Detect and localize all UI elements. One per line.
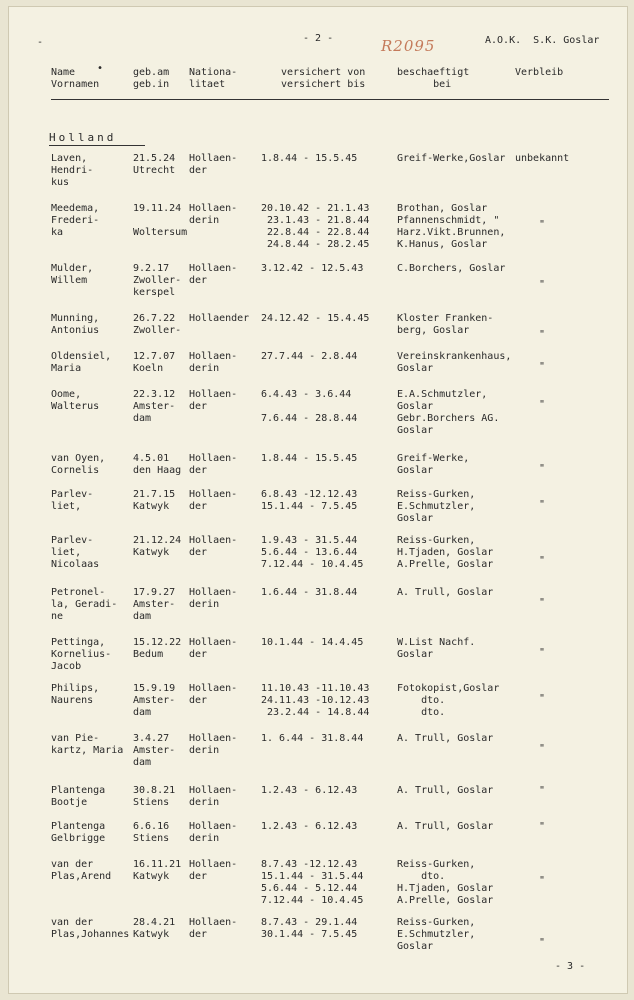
page-number: - 2 - xyxy=(303,33,334,44)
entry-whereabouts: " xyxy=(539,219,546,230)
entry-birth: 21.5.24 Utrecht xyxy=(133,153,176,176)
entry-employer: W.List Nachf. Goslar xyxy=(397,637,476,660)
entry-insured-period: 8.7.43 -12.12.43 15.1.44 - 31.5.44 5.6.44 - 5.12.44 7.12.44 - 10.4.45 xyxy=(261,859,364,906)
entry-nationality: Hollaen- derin xyxy=(189,351,238,374)
entry-nationality: Hollaender xyxy=(189,313,250,324)
section-underline xyxy=(49,145,145,146)
entry-insured-period: 1.8.44 - 15.5.45 xyxy=(261,153,358,164)
entry-insured-period: 1.2.43 - 6.12.43 xyxy=(261,821,358,832)
col-header-besch: beschaeftigt bei xyxy=(397,67,470,90)
entry-employer: A. Trull, Goslar xyxy=(397,821,494,832)
entry-whereabouts: " xyxy=(539,821,546,832)
entry-insured-period: 27.7.44 - 2.8.44 xyxy=(261,351,358,362)
entry-whereabouts: " xyxy=(539,329,546,340)
entry-insured-period: 3.12.42 - 12.5.43 xyxy=(261,263,364,274)
next-page-marker: - 3 - xyxy=(555,961,586,972)
col-header-vers: versichert von versichert bis xyxy=(281,67,366,90)
entry-birth: 3.4.27 Amster- dam xyxy=(133,733,176,768)
entry-nationality: Hollaen- der xyxy=(189,535,238,558)
col-header-geb: geb.am geb.in xyxy=(133,67,170,90)
header-dot: • xyxy=(97,63,104,74)
entry-name: Laven, Hendri- kus xyxy=(51,153,94,188)
margin-mark: - xyxy=(37,37,44,48)
entry-insured-period: 6.4.43 - 3.6.44 7.6.44 - 28.8.44 xyxy=(261,389,358,424)
entry-nationality: Hollaen- der xyxy=(189,153,238,176)
entry-insured-period: 1.8.44 - 15.5.45 xyxy=(261,453,358,464)
section-title: Holland xyxy=(49,131,117,144)
entry-name: Plantenga Gelbrigge xyxy=(51,821,106,844)
entry-birth: 17.9.27 Amster- dam xyxy=(133,587,176,622)
entry-whereabouts: " xyxy=(539,937,546,948)
entry-name: Oome, Walterus xyxy=(51,389,100,412)
col-header-verbleib: Verbleib xyxy=(515,67,564,78)
entry-name: Philips, Naurens xyxy=(51,683,100,706)
entry-insured-period: 11.10.43 -11.10.43 24.11.43 -10.12.43 23.2.44 - 14.8.44 xyxy=(261,683,370,718)
entry-nationality: Hollaen- derin xyxy=(189,785,238,808)
entry-name: Parlev- liet, xyxy=(51,489,94,512)
entry-name: Munning, Antonius xyxy=(51,313,100,336)
entry-birth: 21.7.15 Katwyk xyxy=(133,489,176,512)
entry-nationality: Hollaen- derin xyxy=(189,733,238,756)
entry-whereabouts: " xyxy=(539,785,546,796)
entry-name: Mulder, Willem xyxy=(51,263,94,286)
entry-name: Parlev- liet, Nicolaas xyxy=(51,535,100,570)
entry-whereabouts: unbekannt xyxy=(515,153,570,164)
entry-employer: Greif-Werke, Goslar xyxy=(397,453,470,476)
entry-insured-period: 1.2.43 - 6.12.43 xyxy=(261,785,358,796)
office-header: A.O.K. S.K. Goslar xyxy=(485,35,600,46)
entry-birth: 15.12.22 Bedum xyxy=(133,637,182,660)
entry-employer: Reiss-Gurken, E.Schmutzler, Goslar xyxy=(397,917,476,952)
entry-employer: C.Borchers, Goslar xyxy=(397,263,506,274)
entry-insured-period: 8.7.43 - 29.1.44 30.1.44 - 7.5.45 xyxy=(261,917,358,940)
entry-birth: 30.8.21 Stiens xyxy=(133,785,176,808)
entry-employer: E.A.Schmutzler, Goslar Gebr.Borchers AG. Goslar xyxy=(397,389,500,436)
entry-birth: 16.11.21 Katwyk xyxy=(133,859,182,882)
entry-insured-period: 24.12.42 - 15.4.45 xyxy=(261,313,370,324)
entry-birth: 21.12.24 Katwyk xyxy=(133,535,182,558)
entry-name: Petronel- la, Geradi- ne xyxy=(51,587,118,622)
entry-birth: 12.7.07 Koeln xyxy=(133,351,176,374)
document-page xyxy=(8,6,628,994)
entry-birth: 9.2.17 Zwoller- kerspel xyxy=(133,263,182,298)
entry-nationality: Hollaen- der xyxy=(189,637,238,660)
entry-birth: 28.4.21 Katwyk xyxy=(133,917,176,940)
entry-birth: 4.5.01 den Haag xyxy=(133,453,182,476)
entry-employer: Reiss-Gurken, H.Tjaden, Goslar A.Prelle, Goslar xyxy=(397,535,494,570)
entry-insured-period: 10.1.44 - 14.4.45 xyxy=(261,637,364,648)
entry-birth: 26.7.22 Zwoller- xyxy=(133,313,182,336)
entry-name: Meedema, Frederi- ka xyxy=(51,203,100,238)
entry-nationality: Hollaen- der xyxy=(189,453,238,476)
entry-whereabouts: " xyxy=(539,463,546,474)
entry-whereabouts: " xyxy=(539,499,546,510)
entry-nationality: Hollaen- der xyxy=(189,859,238,882)
entry-employer: Greif-Werke,Goslar xyxy=(397,153,506,164)
entry-nationality: Hollaen- derin xyxy=(189,587,238,610)
entry-nationality: Hollaen- der xyxy=(189,683,238,706)
entry-employer: A. Trull, Goslar xyxy=(397,587,494,598)
entry-name: van der Plas,Johannes xyxy=(51,917,130,940)
entry-birth: 15.9.19 Amster- dam xyxy=(133,683,176,718)
entry-employer: A. Trull, Goslar xyxy=(397,733,494,744)
entry-whereabouts: " xyxy=(539,693,546,704)
entry-insured-period: 1. 6.44 - 31.8.44 xyxy=(261,733,364,744)
entry-whereabouts: " xyxy=(539,597,546,608)
entry-name: Pettinga, Kornelius- Jacob xyxy=(51,637,112,672)
entry-nationality: Hollaen- der xyxy=(189,489,238,512)
entry-birth: 19.11.24 Woltersum xyxy=(133,203,188,238)
col-header-name: Name Vornamen xyxy=(51,67,100,90)
entry-insured-period: 1.6.44 - 31.8.44 xyxy=(261,587,358,598)
entry-whereabouts: " xyxy=(539,361,546,372)
entry-nationality: Hollaen- der xyxy=(189,263,238,286)
entry-name: Plantenga Bootje xyxy=(51,785,106,808)
entry-birth: 6.6.16 Stiens xyxy=(133,821,170,844)
entry-whereabouts: " xyxy=(539,399,546,410)
entry-name: van der Plas,Arend xyxy=(51,859,112,882)
entry-name: Oldensiel, Maria xyxy=(51,351,112,374)
entry-nationality: Hollaen- der xyxy=(189,389,238,412)
entry-name: van Oyen, Cornelis xyxy=(51,453,106,476)
entry-insured-period: 20.10.42 - 21.1.43 23.1.43 - 21.8.44 22.8.44 - 22.8.44 24.8.44 - 28.2.45 xyxy=(261,203,370,250)
header-rule xyxy=(51,99,609,100)
entry-nationality: Hollaen- derin xyxy=(189,821,238,844)
archive-stamp: R2095 xyxy=(381,37,436,55)
entry-employer: Reiss-Gurken, E.Schmutzler, Goslar xyxy=(397,489,476,524)
entry-nationality: Hollaen- derin xyxy=(189,203,238,226)
entry-employer: Kloster Franken- berg, Goslar xyxy=(397,313,494,336)
entry-insured-period: 6.8.43 -12.12.43 15.1.44 - 7.5.45 xyxy=(261,489,358,512)
entry-employer: A. Trull, Goslar xyxy=(397,785,494,796)
entry-employer: Fotokopist,Goslar dto. dto. xyxy=(397,683,500,718)
entry-insured-period: 1.9.43 - 31.5.44 5.6.44 - 13.6.44 7.12.44 - 10.4.45 xyxy=(261,535,364,570)
entry-employer: Brothan, Goslar Pfannenschmidt, " Harz.Vikt.Brunnen, K.Hanus, Goslar xyxy=(397,203,506,250)
entry-whereabouts: " xyxy=(539,647,546,658)
col-header-nat: Nationa- litaet xyxy=(189,67,238,90)
entry-whereabouts: " xyxy=(539,875,546,886)
entry-employer: Reiss-Gurken, dto. H.Tjaden, Goslar A.Prelle, Goslar xyxy=(397,859,494,906)
entry-employer: Vereinskrankenhaus, Goslar xyxy=(397,351,512,374)
entry-whereabouts: " xyxy=(539,555,546,566)
entry-nationality: Hollaen- der xyxy=(189,917,238,940)
entry-whereabouts: " xyxy=(539,279,546,290)
entry-birth: 22.3.12 Amster- dam xyxy=(133,389,176,424)
entry-name: van Pie- kartz, Maria xyxy=(51,733,124,756)
entry-whereabouts: " xyxy=(539,743,546,754)
